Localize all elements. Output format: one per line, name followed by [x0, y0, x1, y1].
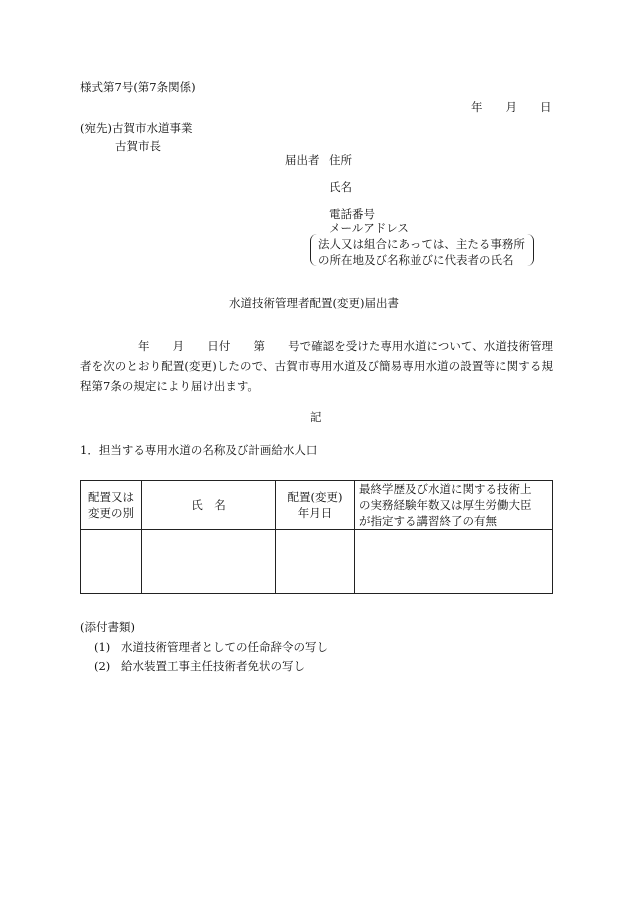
form-id: 様式第7号(第7条関係): [80, 80, 196, 94]
notifier-email-label: メールアドレス: [329, 221, 409, 235]
notifier-label: 届出者: [285, 153, 320, 167]
item1-heading: 1．担当する専用水道の名称及び計画給水人口: [80, 443, 318, 457]
attachment-1-text: 水道技術管理者としての任命辞令の写し: [121, 640, 328, 654]
header-assignment-type: [81, 481, 142, 530]
table-row: [81, 530, 553, 594]
cell-assignment-type[interactable]: [81, 530, 142, 594]
ki-heading: 記: [310, 410, 322, 424]
attachment-2-text: 給水装置工事主任技術者免状の写し: [121, 659, 305, 673]
attachments-heading: (添付書類): [80, 620, 135, 634]
table-header-row: [81, 481, 553, 530]
header-assignment-type-line1: 配置又は: [88, 490, 134, 504]
notifier-name-label: 氏名: [329, 180, 352, 194]
document-title: 水道技術管理者配置(変更)届出書: [229, 296, 399, 310]
corporate-note-line1: 法人又は組合にあっては、主たる事務所: [318, 237, 525, 251]
cell-qualifications[interactable]: [355, 530, 553, 594]
notifier-address-label: 住所: [329, 153, 352, 167]
addressee-line2: 古賀市長: [115, 139, 161, 153]
header-assignment-date-line1: 配置(変更): [287, 490, 343, 504]
body-text: 年 月 日付 第 号で確認を受けた専用水道について、水道技術管理者を次のとおり配置(変更)したので、古賀市専用水道及び簡易専用水道の設置等に関する規程第7条の規定により届け出ます。: [80, 339, 553, 393]
header-assignment-date-line2: 年月日: [297, 506, 333, 520]
attachment-1-number: (1): [94, 640, 111, 654]
cell-assignment-date[interactable]: [276, 530, 355, 594]
body-paragraph: [80, 336, 553, 396]
header-qualifications: [355, 481, 553, 530]
header-assignment-date: [276, 481, 355, 530]
header-assignment-type-line2: 変更の別: [88, 506, 134, 520]
date-line: 年 月 日: [471, 100, 552, 114]
technical-manager-table: [80, 480, 553, 594]
notifier-phone-label: 電話番号: [329, 207, 375, 221]
header-qualifications-line1: 最終学歴及び水道に関する技術上: [359, 482, 532, 496]
header-qualifications-line2: の実務経験年数又は厚生労働大臣: [359, 498, 532, 512]
header-qualifications-line3: が指定する講習終了の有無: [359, 514, 497, 528]
corporate-note-line2: の所在地及び名称並びに代表者の氏名: [318, 253, 514, 267]
addressee-line1: (宛先)古賀市水道事業: [80, 121, 193, 135]
attachment-2-number: (2): [94, 659, 111, 673]
header-name: 氏 名: [142, 481, 276, 530]
cell-name[interactable]: [142, 530, 276, 594]
